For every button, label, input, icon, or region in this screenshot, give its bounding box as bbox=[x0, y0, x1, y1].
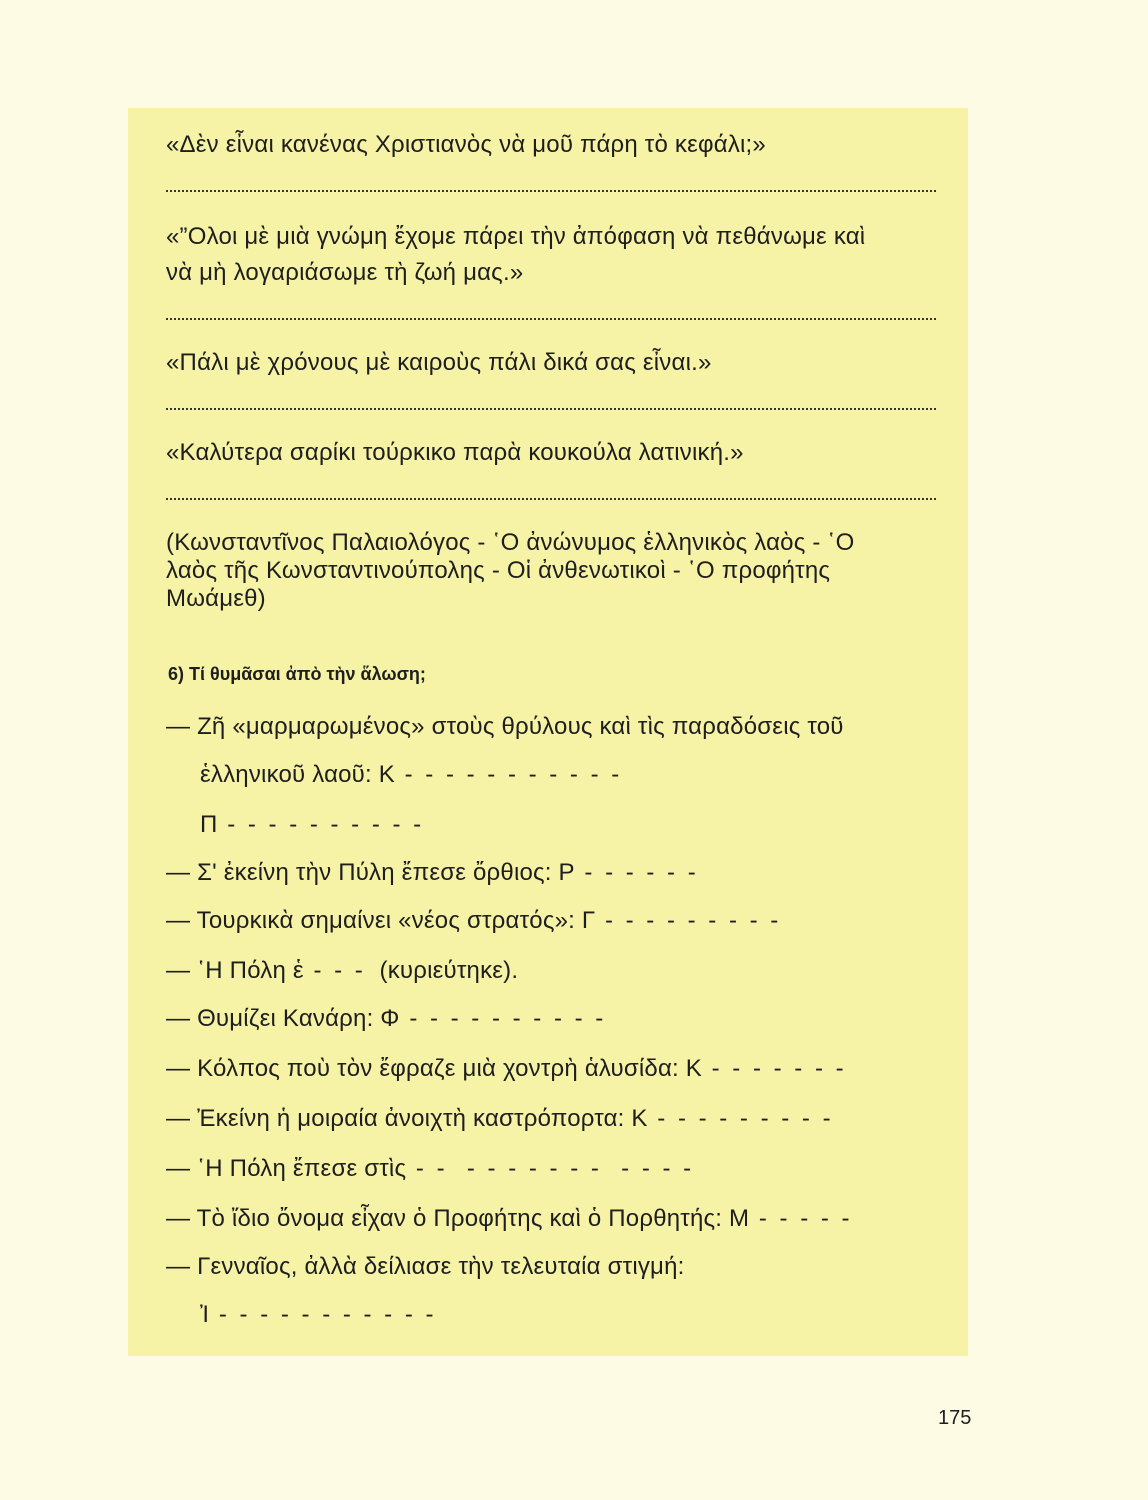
item-text: — ῾Η Πόλη ἑ bbox=[166, 957, 304, 984]
item-8 bbox=[166, 1054, 847, 1084]
answer-blanks[interactable]: - - - - - bbox=[749, 1205, 853, 1232]
item-text: — Ἐκείνη ἡ μοιραία ἀνοιχτὴ καστρόπορτα: Κ bbox=[166, 1105, 648, 1132]
item-10 bbox=[166, 1154, 694, 1184]
item-text: Ἰ bbox=[200, 1301, 210, 1328]
answer-blanks[interactable]: - - - bbox=[303, 957, 366, 984]
answer-line-2 bbox=[166, 318, 936, 320]
answer-blanks[interactable]: - - - - - - - - - - - bbox=[394, 761, 623, 788]
item-text: — Θυμίζει Κανάρη: Φ bbox=[166, 1005, 400, 1032]
answer-blanks[interactable]: - - - - - - - - - - bbox=[399, 1005, 607, 1032]
item-5 bbox=[166, 906, 781, 936]
item-2 bbox=[200, 760, 622, 790]
item-tail: (κυριεύτηκε). bbox=[365, 957, 519, 984]
quote-2-line-2: νὰ μὴ λογαριάσωμε τὴ ζωή μας.» bbox=[166, 259, 524, 286]
options-line-2: λαὸς τῆς Κωνσταντινούπολης - Οἱ ἀνθενωτικοὶ - ῾Ο προφήτης bbox=[166, 557, 831, 584]
item-text: — Τουρκικὰ σημαίνει «νέος στρατός»: Γ bbox=[166, 907, 596, 934]
item-text: — Γενναῖος, ἀλλὰ δείλιασε τὴν τελευταία στιγμή: bbox=[166, 1253, 685, 1280]
item-9 bbox=[166, 1104, 834, 1134]
item-text: — ῾Η Πόλη ἔπεσε στὶς bbox=[166, 1155, 407, 1182]
options-line-3: Μωάμεθ) bbox=[166, 585, 266, 612]
answer-line-1 bbox=[166, 190, 936, 192]
quote-3: «Πάλι μὲ χρόνους μὲ καιροὺς πάλι δικά σας εἶναι.» bbox=[166, 349, 712, 376]
item-text: — Τὸ ἴδιο ὄνομα εἶχαν ὁ Προφήτης καὶ ὁ Πορθητής: Μ bbox=[166, 1205, 750, 1232]
item-text: ἑλληνικοῦ λαοῦ: Κ bbox=[200, 761, 395, 788]
quote-2-line-1: «”Ολοι μὲ μιὰ γνώμη ἔχομε πάρει τὴν ἀπόφαση νὰ πεθάνωμε καὶ bbox=[166, 223, 866, 250]
item-text: — Κόλπος ποὺ τὸν ἔφραζε μιὰ χοντρὴ ἁλυσίδα: Κ bbox=[166, 1055, 702, 1082]
item-1 bbox=[166, 712, 844, 742]
answer-blanks[interactable]: - - - - - - bbox=[574, 859, 699, 886]
item-6 bbox=[166, 956, 518, 986]
answer-blanks[interactable]: - - - - - - - - - bbox=[647, 1105, 834, 1132]
answer-blanks[interactable]: - - - - - - - - - - - - - bbox=[406, 1155, 695, 1182]
answer-line-4 bbox=[166, 498, 936, 500]
item-12 bbox=[166, 1252, 685, 1282]
answer-blanks[interactable]: - - - - - - - - - bbox=[595, 907, 782, 934]
item-3 bbox=[200, 810, 424, 840]
item-text: — Σ' ἐκείνη τὴν Πύλη ἔπεσε ὄρθιος: Ρ bbox=[166, 859, 575, 886]
options-line-1: (Κωνσταντῖνος Παλαιολόγος - ῾Ο ἀνώνυμος ἑλληνικὸς λαὸς - ῾Ο bbox=[166, 529, 855, 556]
answer-line-3 bbox=[166, 408, 936, 410]
item-4 bbox=[166, 858, 699, 888]
answer-blanks[interactable]: - - - - - - - bbox=[701, 1055, 847, 1082]
item-11 bbox=[166, 1204, 853, 1234]
answer-blanks[interactable]: - - - - - - - - - - bbox=[217, 811, 425, 838]
item-13 bbox=[200, 1300, 436, 1330]
quote-1: «Δὲν εἶναι κανένας Χριστιανὸς νὰ μοῦ πάρη τὸ κεφάλι;» bbox=[166, 131, 766, 158]
page-number: 175 bbox=[938, 1407, 972, 1429]
quote-4: «Καλύτερα σαρίκι τούρκικο παρὰ κουκούλα λατινική.» bbox=[166, 439, 744, 466]
answer-blanks[interactable]: - - - - - - - - - - - bbox=[209, 1301, 437, 1328]
item-text: Π bbox=[200, 811, 218, 838]
item-text: — Ζῆ «μαρμαρωμένος» στοὺς θρύλους καὶ τὶς παραδόσεις τοῦ bbox=[166, 713, 844, 740]
question-heading: 6) Τί θυμᾶσαι ἀπὸ τὴν ἅλωση; bbox=[168, 664, 426, 684]
item-7 bbox=[166, 1004, 606, 1034]
